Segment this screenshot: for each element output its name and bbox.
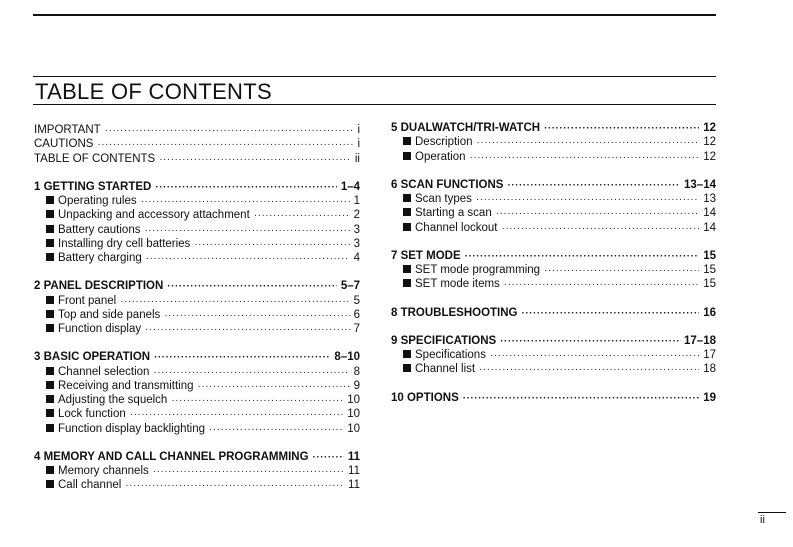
toc-entry-label — [46, 464, 149, 478]
toc-page-number: 19 — [703, 391, 716, 404]
dot-leader — [145, 323, 349, 337]
toc-entry-label — [391, 306, 518, 320]
toc-subsection-entry[interactable] — [391, 362, 716, 376]
section-gap — [391, 320, 716, 334]
toc-page-number: 11 — [348, 465, 360, 477]
toc-page-number: 3 — [353, 223, 360, 236]
toc-page-number: i — [357, 138, 360, 151]
dot-leader — [153, 465, 344, 479]
toc-front-entry[interactable] — [34, 137, 360, 151]
toc-page-number: ii — [354, 152, 360, 165]
section-gap — [391, 164, 716, 178]
square-bullet-icon — [46, 210, 54, 218]
section-gap — [391, 292, 716, 306]
toc-page-number: 15 — [703, 264, 716, 276]
toc-page-number: 14 — [703, 221, 716, 234]
toc-entry-text: 9 SPECIFICATIONS — [391, 334, 497, 347]
title-top-rule — [33, 76, 716, 77]
dot-leader — [105, 124, 354, 138]
toc-section-entry[interactable] — [391, 391, 716, 405]
toc-page-number: 15 — [703, 278, 716, 291]
square-bullet-icon — [46, 409, 54, 417]
toc-page-number: 10 — [347, 394, 360, 406]
toc-page-number: 13–14 — [684, 178, 716, 191]
toc-entry-text: Specifications — [415, 349, 486, 361]
toc-entry-label — [34, 152, 155, 166]
square-bullet-icon — [46, 225, 54, 233]
toc-page-number: 18 — [703, 363, 716, 376]
toc-entry-text: 1 GETTING STARTED — [34, 180, 152, 193]
toc-subsection-entry[interactable] — [34, 237, 360, 251]
footer-rule — [758, 512, 786, 513]
toc-entry-text: 5 DUALWATCH/TRI-WATCH — [391, 122, 541, 134]
toc-page-number: 11 — [347, 450, 360, 463]
toc-entry-text: 6 SCAN FUNCTIONS — [391, 178, 504, 191]
dot-leader — [120, 295, 349, 309]
toc-page-number: 12 — [703, 150, 716, 163]
toc-page-number: 11 — [348, 479, 360, 492]
dot-leader — [153, 366, 349, 380]
toc-entry-text: Unpacking and accessory attachment — [58, 209, 250, 222]
toc-page-number: 14 — [703, 207, 716, 220]
toc-entry-text: 2 PANEL DESCRIPTION — [34, 280, 164, 293]
toc-entry-text: Lock function — [58, 408, 126, 421]
toc-entry-text: Battery cautions — [58, 223, 141, 236]
dot-leader — [198, 380, 350, 394]
dot-leader — [504, 278, 699, 292]
toc-entry-label — [34, 137, 93, 151]
footer-page-number: ii — [760, 514, 765, 526]
toc-entry-label — [403, 206, 492, 220]
section-gap — [391, 235, 716, 249]
toc-entry-label — [34, 350, 150, 364]
toc-subsection-entry[interactable] — [391, 192, 716, 206]
dot-leader — [544, 122, 699, 136]
toc-section-entry[interactable] — [391, 306, 716, 320]
toc-entry-text: Operating rules — [58, 195, 137, 207]
toc-entry-label — [46, 208, 250, 222]
toc-entry-label — [403, 135, 473, 149]
dot-leader — [146, 252, 350, 266]
toc-entry-label — [403, 192, 472, 206]
square-bullet-icon — [403, 152, 411, 160]
toc-entry-text: Function display — [58, 323, 142, 335]
dot-leader — [97, 138, 353, 152]
square-bullet-icon — [403, 137, 411, 145]
toc-entry-text: Front panel — [58, 294, 117, 307]
toc-entry-label — [403, 150, 466, 164]
toc-entry-text: Receiving and transmitting — [58, 379, 194, 392]
toc-subsection-entry[interactable] — [34, 407, 360, 421]
dot-leader — [507, 179, 680, 193]
toc-entry-label — [46, 194, 137, 208]
toc-subsection-entry[interactable] — [34, 379, 360, 393]
toc-entry-text: Channel selection — [58, 365, 150, 378]
toc-right-column — [391, 121, 716, 405]
toc-page-number: 12 — [703, 136, 716, 149]
dot-leader — [463, 392, 699, 406]
toc-entry-label — [46, 393, 167, 407]
toc-section-entry[interactable] — [391, 334, 716, 348]
toc-entry-label — [34, 123, 101, 137]
toc-page-number: 7 — [353, 323, 360, 335]
toc-subsection-entry[interactable] — [34, 393, 360, 407]
toc-entry-text: Battery charging — [58, 252, 142, 264]
toc-page-number: 1–4 — [340, 180, 360, 193]
toc-entry-text: Operation — [415, 150, 466, 163]
dot-leader — [500, 335, 680, 349]
toc-entry-label — [34, 180, 151, 194]
toc-entry-label — [403, 221, 497, 235]
toc-entry-text: Top and side panels — [58, 308, 161, 321]
toc-entry-label — [403, 362, 475, 376]
toc-entry-label — [391, 391, 459, 405]
dot-leader — [159, 153, 351, 167]
section-gap — [34, 265, 360, 279]
toc-entry-text: TABLE OF CONTENTS — [34, 152, 156, 165]
toc-entry-label — [391, 121, 540, 135]
dot-leader — [477, 136, 700, 150]
toc-subsection-entry[interactable] — [34, 322, 360, 336]
toc-subsection-entry[interactable] — [34, 478, 360, 492]
toc-page-number: 3 — [353, 237, 360, 250]
toc-subsection-entry[interactable] — [391, 348, 716, 362]
toc-page-number: 9 — [353, 379, 360, 392]
toc-page-number: 12 — [703, 122, 716, 134]
toc-page-number: 10 — [347, 408, 360, 421]
dot-leader — [164, 309, 349, 323]
dot-leader — [465, 250, 700, 264]
toc-entry-label — [46, 322, 141, 336]
dot-leader — [501, 222, 699, 236]
toc-entry-label — [391, 249, 461, 263]
toc-subsection-entry[interactable] — [34, 422, 360, 436]
toc-entry-label — [46, 308, 160, 322]
toc-entry-label — [403, 277, 500, 291]
toc-page-number: 6 — [353, 308, 360, 321]
toc-entry-text: 8 TROUBLESHOOTING — [391, 306, 518, 319]
toc-entry-text: Scan types — [415, 193, 472, 205]
square-bullet-icon — [46, 466, 54, 474]
toc-subsection-entry[interactable] — [391, 150, 716, 164]
toc-entry-label — [34, 450, 309, 464]
toc-page-number: 8–10 — [334, 351, 360, 364]
square-bullet-icon — [46, 324, 54, 332]
dot-leader — [313, 451, 344, 465]
title-bottom-rule — [33, 104, 716, 105]
toc-entry-label — [46, 407, 126, 421]
toc-subsection-entry[interactable] — [34, 464, 360, 478]
toc-section-entry[interactable] — [391, 178, 716, 192]
toc-page-number: 15 — [703, 249, 716, 262]
toc-page-number: 10 — [347, 422, 360, 435]
square-bullet-icon — [403, 350, 411, 358]
section-gap — [34, 436, 360, 450]
toc-section-entry[interactable] — [34, 350, 360, 364]
toc-entry-label — [34, 279, 163, 293]
toc-page-number: 8 — [353, 365, 360, 378]
toc-subsection-entry[interactable] — [34, 308, 360, 322]
dot-leader — [125, 479, 344, 493]
dot-leader — [209, 423, 343, 437]
square-bullet-icon — [46, 367, 54, 375]
toc-entry-text: CAUTIONS — [34, 138, 94, 151]
toc-front-entry[interactable] — [34, 152, 360, 166]
toc-entry-text: Starting a scan — [415, 207, 492, 220]
toc-subsection-entry[interactable] — [34, 251, 360, 265]
toc-entry-label — [46, 365, 149, 379]
toc-entry-text: Function display backlighting — [58, 422, 206, 435]
toc-entry-text: 7 SET MODE — [391, 249, 461, 262]
dot-leader — [130, 408, 343, 422]
toc-subsection-entry[interactable] — [34, 194, 360, 208]
dot-leader — [544, 264, 699, 278]
toc-entry-label — [403, 348, 486, 362]
toc-entry-text: 10 OPTIONS — [391, 391, 459, 404]
section-gap — [34, 166, 360, 180]
square-bullet-icon — [46, 424, 54, 432]
toc-entry-text: 3 BASIC OPERATION — [34, 351, 151, 364]
toc-entry-label — [46, 251, 142, 265]
page-title: TABLE OF CONTENTS — [35, 79, 272, 104]
dot-leader — [470, 151, 700, 165]
toc-entry-text: Description — [415, 136, 473, 149]
toc-page-number: i — [357, 124, 360, 136]
toc-subsection-entry[interactable] — [34, 294, 360, 308]
toc-entry-text: Channel lockout — [415, 221, 498, 234]
toc-left-column — [34, 123, 360, 493]
toc-subsection-entry[interactable] — [391, 263, 716, 277]
toc-subsection-entry[interactable] — [391, 221, 716, 235]
square-bullet-icon — [46, 196, 54, 204]
toc-subsection-entry[interactable] — [391, 277, 716, 291]
toc-section-entry[interactable] — [391, 121, 716, 135]
toc-entry-label — [391, 178, 503, 192]
toc-entry-label — [46, 223, 140, 237]
square-bullet-icon — [403, 279, 411, 287]
toc-section-entry[interactable] — [34, 180, 360, 194]
toc-page-number: 5 — [353, 294, 360, 307]
square-bullet-icon — [46, 253, 54, 261]
square-bullet-icon — [403, 208, 411, 216]
toc-entry-text: SET mode items — [415, 278, 500, 291]
toc-entry-text: Installing dry cell batteries — [58, 237, 191, 250]
square-bullet-icon — [46, 239, 54, 247]
toc-page-number: 17–18 — [684, 334, 716, 347]
toc-page-number: 13 — [703, 193, 716, 205]
toc-page-number: 16 — [703, 306, 716, 319]
toc-section-entry[interactable] — [391, 249, 716, 263]
dot-leader — [144, 224, 349, 238]
dot-leader — [155, 181, 336, 195]
dot-leader — [167, 280, 337, 294]
square-bullet-icon — [403, 223, 411, 231]
toc-subsection-entry[interactable] — [34, 208, 360, 222]
section-gap — [391, 377, 716, 391]
square-bullet-icon — [46, 381, 54, 389]
toc-section-entry[interactable] — [34, 450, 360, 464]
toc-entry-label — [46, 478, 121, 492]
toc-subsection-entry[interactable] — [34, 365, 360, 379]
toc-page-number: 1 — [353, 195, 360, 207]
toc-entry-label — [46, 422, 205, 436]
square-bullet-icon — [403, 265, 411, 273]
square-bullet-icon — [46, 480, 54, 488]
toc-entry-text: 4 MEMORY AND CALL CHANNEL PROGRAMMING — [34, 450, 309, 463]
square-bullet-icon — [46, 395, 54, 403]
dot-leader — [254, 209, 350, 223]
dot-leader — [171, 394, 343, 408]
dot-leader — [141, 195, 350, 209]
dot-leader — [476, 193, 699, 207]
dot-leader — [194, 238, 349, 252]
dot-leader — [479, 363, 699, 377]
header-rule — [33, 14, 716, 16]
toc-entry-label — [46, 294, 116, 308]
toc-entry-text: IMPORTANT — [34, 124, 101, 136]
toc-entry-label — [391, 334, 496, 348]
toc-entry-label — [46, 379, 194, 393]
toc-entry-text: SET mode programming — [415, 264, 541, 276]
toc-subsection-entry[interactable] — [391, 135, 716, 149]
toc-entry-text: Adjusting the squelch — [58, 394, 168, 406]
toc-front-entry[interactable] — [34, 123, 360, 137]
toc-subsection-entry[interactable] — [391, 206, 716, 220]
dot-leader — [496, 207, 699, 221]
toc-page-number: 5–7 — [340, 280, 360, 293]
toc-entry-text: Memory channels — [58, 465, 149, 477]
toc-subsection-entry[interactable] — [34, 223, 360, 237]
toc-page-number: 2 — [353, 209, 360, 222]
dot-leader — [490, 349, 699, 363]
toc-entry-label — [46, 237, 190, 251]
toc-section-entry[interactable] — [34, 279, 360, 293]
section-gap — [34, 336, 360, 350]
square-bullet-icon — [46, 296, 54, 304]
toc-entry-label — [403, 263, 540, 277]
dot-leader — [154, 351, 330, 365]
dot-leader — [522, 307, 700, 321]
toc-entry-text: Channel list — [415, 363, 476, 376]
square-bullet-icon — [403, 364, 411, 372]
square-bullet-icon — [403, 194, 411, 202]
toc-page-number: 17 — [703, 349, 716, 361]
toc-entry-text: Call channel — [58, 479, 122, 492]
square-bullet-icon — [46, 310, 54, 318]
toc-page-number: 4 — [353, 252, 360, 264]
